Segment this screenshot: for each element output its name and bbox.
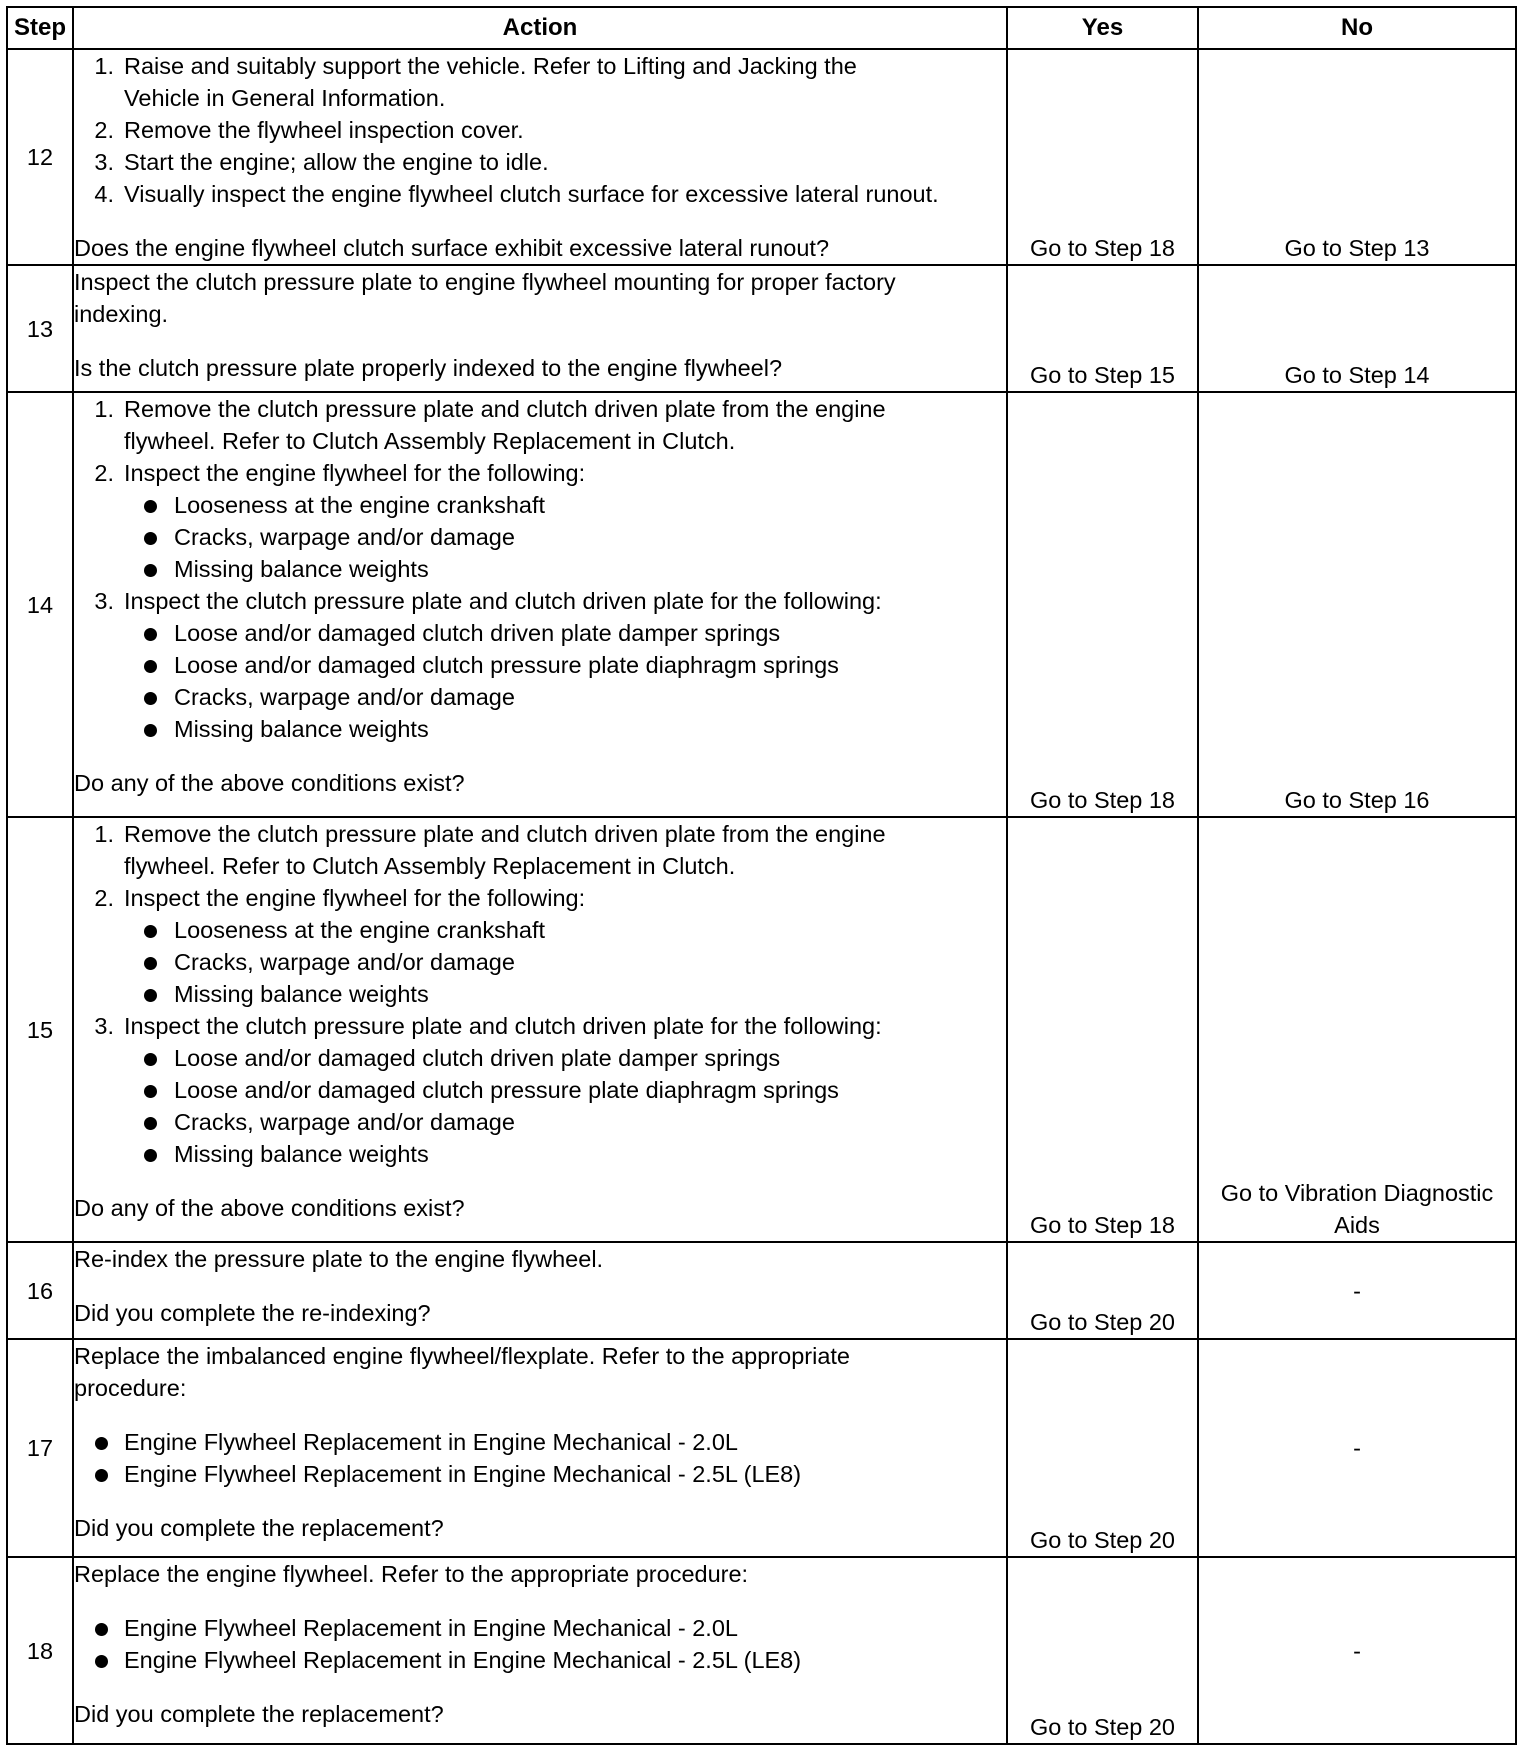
bullet-item: Engine Flywheel Replacement in Engine Mechanical - 2.0L	[74, 1426, 1006, 1458]
action-cell	[73, 1242, 1007, 1339]
yes-result: Go to Step 15	[1007, 265, 1198, 392]
table-row	[7, 49, 1516, 265]
action-text: indexing.	[74, 301, 169, 327]
bullet-icon	[144, 532, 157, 545]
bullet-icon	[144, 989, 157, 1002]
action-question: Does the engine flywheel clutch surface exhibit excessive lateral runout?	[74, 235, 830, 261]
action-question: Did you complete the re-indexing?	[74, 1300, 431, 1326]
list-item: 1. Remove the clutch pressure plate and clutch driven plate from the engine flywheel. Refer to Clutch Assembly Replacement in Clutch.	[94, 396, 886, 454]
list-item: 2. Inspect the engine flywheel for the following:	[94, 885, 586, 911]
header-yes: Yes	[1007, 7, 1198, 49]
action-question: Do any of the above conditions exist?	[74, 1195, 465, 1221]
list-item: 1. Remove the clutch pressure plate and clutch driven plate from the engine flywheel. Refer to Clutch Assembly Replacement in Clutch.	[94, 821, 886, 879]
bullet-item: Engine Flywheel Replacement in Engine Mechanical - 2.5L (LE8)	[74, 1458, 1006, 1490]
yes-result: Go to Step 18	[1007, 817, 1198, 1242]
no-result: -	[1198, 1339, 1516, 1557]
action-text: procedure:	[74, 1375, 187, 1401]
bullet-item: Engine Flywheel Replacement in Engine Mechanical - 2.0L	[74, 1612, 1006, 1644]
bullet-item: Cracks, warpage and/or damage	[74, 521, 1006, 553]
action-cell	[73, 49, 1007, 265]
bullet-item: Loose and/or damaged clutch pressure plate diaphragm springs	[74, 1074, 1006, 1106]
table-row	[7, 392, 1516, 817]
bullet-item: Cracks, warpage and/or damage	[74, 946, 1006, 978]
bullet-item: Missing balance weights	[74, 553, 1006, 585]
action-cell	[73, 265, 1007, 392]
bullet-icon	[95, 1655, 108, 1668]
table-row	[7, 817, 1516, 1242]
list-item: 3. Inspect the clutch pressure plate and clutch driven plate for the following:	[94, 1013, 882, 1039]
list-item: 3. Start the engine; allow the engine to idle.	[94, 149, 549, 175]
table-row	[7, 1557, 1516, 1744]
bullet-item: Cracks, warpage and/or damage	[74, 1106, 1006, 1138]
step-number: 16	[7, 1242, 73, 1339]
bullet-icon	[144, 692, 157, 705]
bullet-icon	[95, 1469, 108, 1482]
action-text: Replace the imbalanced engine flywheel/flexplate. Refer to the appropriate	[74, 1343, 850, 1369]
step-number: 17	[7, 1339, 73, 1557]
action-question: Do any of the above conditions exist?	[74, 770, 465, 796]
no-result: Go to Vibration Diagnostic Aids	[1198, 817, 1516, 1242]
action-cell	[73, 1557, 1007, 1744]
list-item: 3. Inspect the clutch pressure plate and clutch driven plate for the following:	[94, 588, 882, 614]
step-number: 14	[7, 392, 73, 817]
bullet-icon	[95, 1623, 108, 1636]
action-text: Re-index the pressure plate to the engine flywheel.	[74, 1246, 604, 1272]
list-item: 2. Inspect the engine flywheel for the following:	[94, 460, 586, 486]
list-item: 4. Visually inspect the engine flywheel clutch surface for excessive lateral runout.	[94, 181, 939, 207]
yes-result: Go to Step 18	[1007, 392, 1198, 817]
no-result: -	[1198, 1242, 1516, 1339]
bullet-icon	[144, 1053, 157, 1066]
action-question: Is the clutch pressure plate properly indexed to the engine flywheel?	[74, 355, 783, 381]
bullet-icon	[144, 500, 157, 513]
yes-result: Go to Step 20	[1007, 1339, 1198, 1557]
no-result: Go to Step 14	[1198, 265, 1516, 392]
header-no: No	[1198, 7, 1516, 49]
bullet-icon	[144, 957, 157, 970]
header-action: Action	[73, 7, 1007, 49]
yes-result: Go to Step 20	[1007, 1242, 1198, 1339]
action-cell	[73, 817, 1007, 1242]
action-cell	[73, 1339, 1007, 1557]
bullet-item: Loose and/or damaged clutch pressure plate diaphragm springs	[74, 649, 1006, 681]
bullet-item: Missing balance weights	[74, 1138, 1006, 1170]
action-text: Inspect the clutch pressure plate to engine flywheel mounting for proper factory	[74, 269, 896, 295]
bullet-icon	[144, 1149, 157, 1162]
bullet-item: Loose and/or damaged clutch driven plate damper springs	[74, 1042, 1006, 1074]
bullet-item: Loose and/or damaged clutch driven plate damper springs	[74, 617, 1006, 649]
list-item: 1. Raise and suitably support the vehicle. Refer to Lifting and Jacking the Vehicle in General Information.	[94, 53, 857, 111]
step-number: 13	[7, 265, 73, 392]
table-row	[7, 1339, 1516, 1557]
bullet-item: Cracks, warpage and/or damage	[74, 681, 1006, 713]
table-row	[7, 265, 1516, 392]
header-step: Step	[7, 7, 73, 49]
bullet-icon	[95, 1437, 108, 1450]
yes-result: Go to Step 20	[1007, 1557, 1198, 1744]
bullet-item: Looseness at the engine crankshaft	[74, 914, 1006, 946]
bullet-item: Missing balance weights	[74, 978, 1006, 1010]
bullet-item: Engine Flywheel Replacement in Engine Mechanical - 2.5L (LE8)	[74, 1644, 1006, 1676]
no-result: Go to Step 13	[1198, 49, 1516, 265]
diagnostic-table	[6, 6, 1517, 1745]
bullet-icon	[144, 660, 157, 673]
bullet-icon	[144, 564, 157, 577]
bullet-icon	[144, 1117, 157, 1130]
action-cell	[73, 392, 1007, 817]
step-number: 12	[7, 49, 73, 265]
bullet-icon	[144, 925, 157, 938]
step-number: 15	[7, 817, 73, 1242]
action-question: Did you complete the replacement?	[74, 1701, 444, 1727]
no-result: Go to Step 16	[1198, 392, 1516, 817]
action-text: Replace the engine flywheel. Refer to the appropriate procedure:	[74, 1561, 749, 1587]
no-result: -	[1198, 1557, 1516, 1744]
list-item: 2. Remove the flywheel inspection cover.	[94, 117, 524, 143]
yes-result: Go to Step 18	[1007, 49, 1198, 265]
bullet-item: Missing balance weights	[74, 713, 1006, 745]
bullet-icon	[144, 1085, 157, 1098]
bullet-item: Looseness at the engine crankshaft	[74, 489, 1006, 521]
bullet-icon	[144, 724, 157, 737]
bullet-icon	[144, 628, 157, 641]
header-row	[7, 7, 1516, 49]
table-row	[7, 1242, 1516, 1339]
action-question: Did you complete the replacement?	[74, 1515, 444, 1541]
step-number: 18	[7, 1557, 73, 1744]
